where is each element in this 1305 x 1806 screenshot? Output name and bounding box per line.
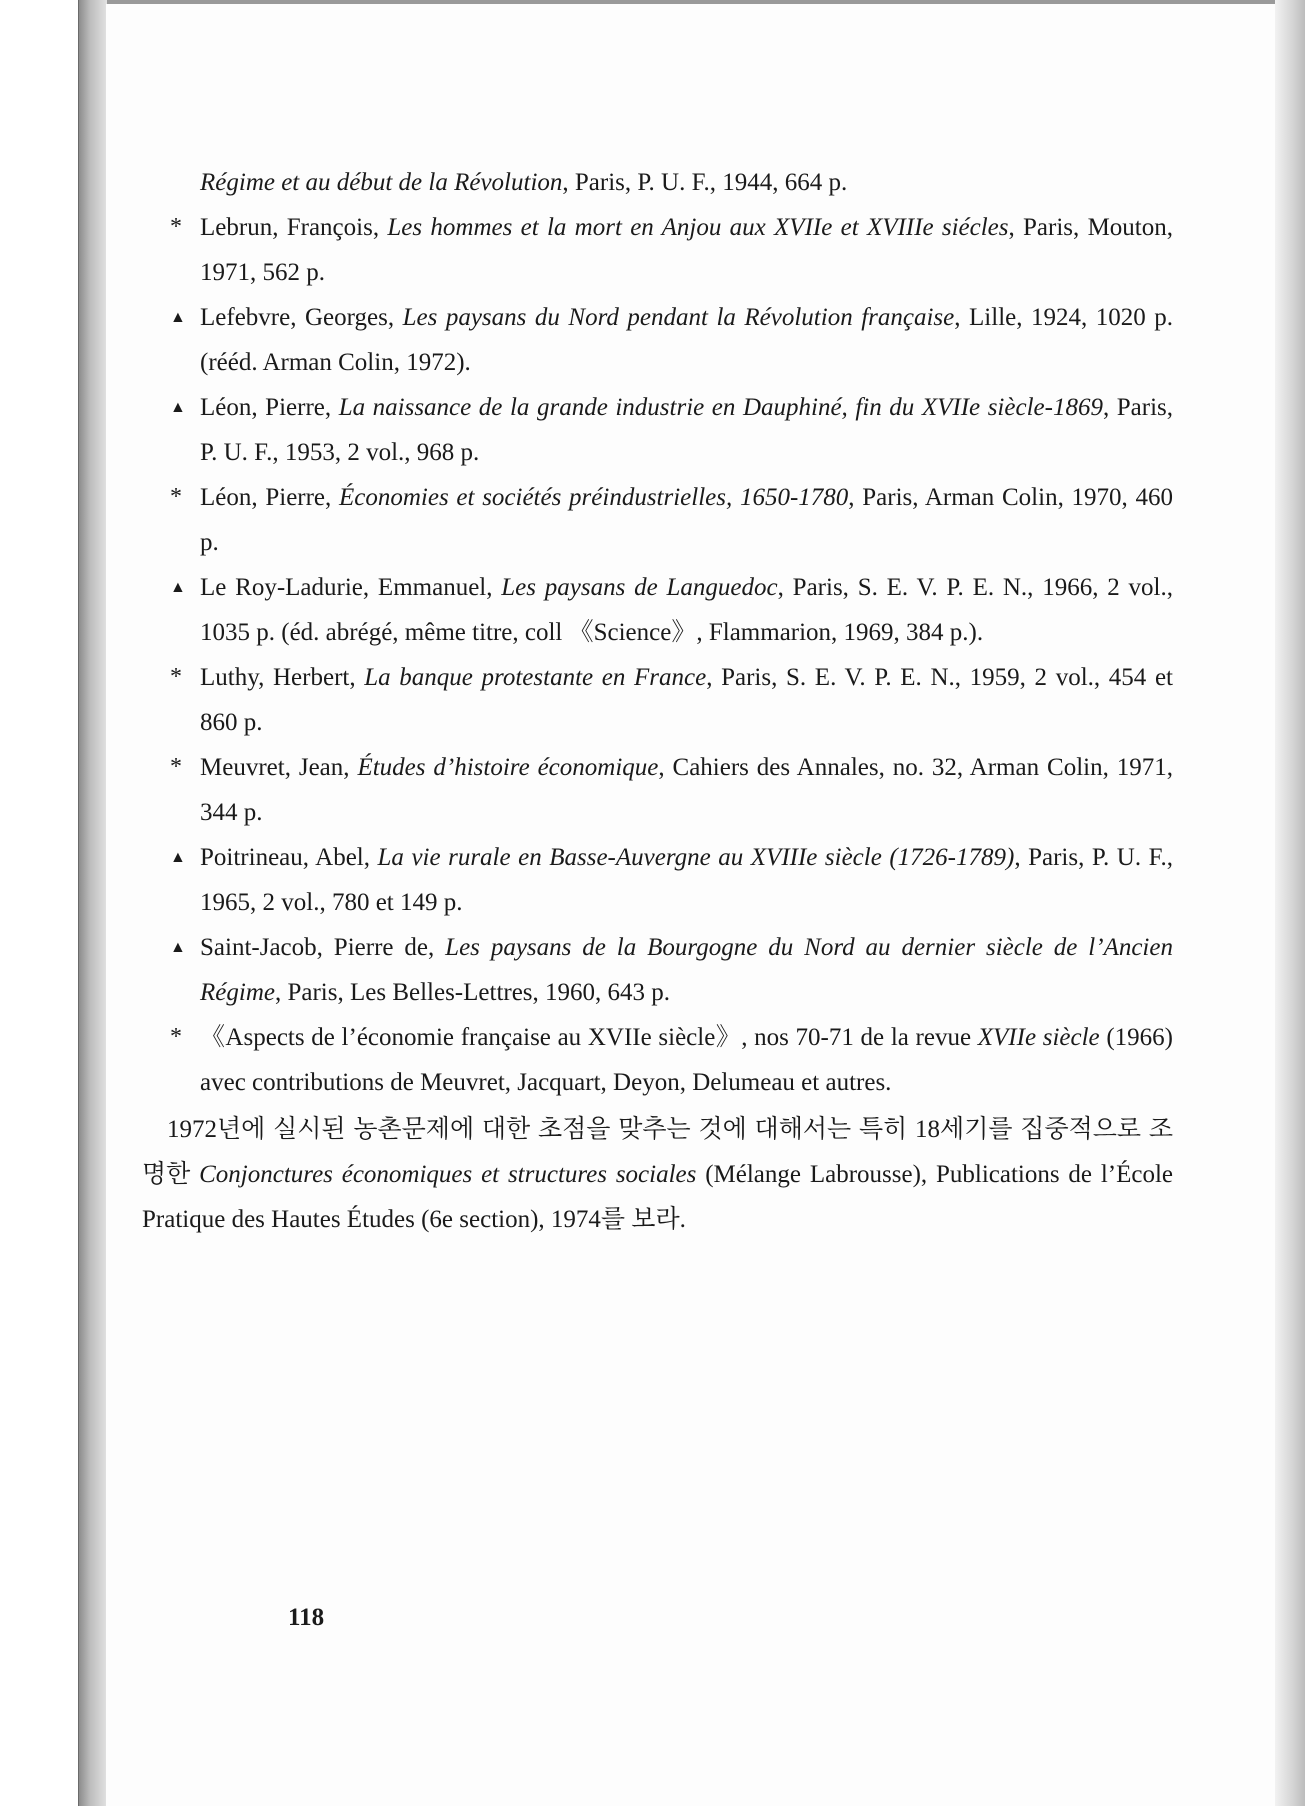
asterisk-marker: * xyxy=(170,1024,182,1050)
entry-details: , Paris, Les Belles-Lettres, 1960, 643 p. xyxy=(274,979,671,1006)
entry-title: La naissance de la grande industrie en Dauphiné, fin du XVIIe siècle-1869 xyxy=(338,394,1103,421)
entry-author: Lebrun, François, xyxy=(200,214,388,241)
entry-title: XVIIe siècle xyxy=(977,1024,1100,1051)
paragraph-text: 1972년에 실시된 농촌문제에 대한 초점을 맞추는 것에 대해서는 특히 18세기를 집중적으로 조명한 xyxy=(142,1116,1173,1188)
page-right-edge xyxy=(1275,0,1305,1806)
entry-title: Les paysans de Languedoc xyxy=(501,574,778,601)
asterisk-marker: * xyxy=(170,484,182,510)
entry-author: Luthy, Herbert, xyxy=(200,664,365,691)
entry-title: Les paysans du Nord pendant la Révolution française xyxy=(402,304,955,331)
entry-author: Meuvret, Jean, xyxy=(200,754,358,781)
entry-details: , Paris, P. U. F., 1944, 664 p. xyxy=(562,169,848,196)
paragraph-title: Conjonctures économiques et structures sociales xyxy=(199,1161,697,1188)
bibliography-entry xyxy=(170,565,1173,655)
entry-title: Régime et au début de la Révolution xyxy=(200,169,563,196)
entry-title: Les paysans de la Bourgogne du Nord au dernier siècle de l’Ancien Régime xyxy=(200,934,1173,1006)
bibliography-entry xyxy=(170,385,1173,475)
bibliography-entry xyxy=(170,1015,1173,1105)
entry-details: , Paris, P. U. F., 1965, 2 vol., 780 et 149 p. xyxy=(200,844,1173,916)
bibliography-entry xyxy=(170,745,1173,835)
entry-title: Les hommes et la mort en Anjou aux XVIIe et XVIIIe siécles xyxy=(387,214,1009,241)
entry-details: , Paris, S. E. V. P. E. N., 1959, 2 vol., 454 et 860 p. xyxy=(200,664,1173,736)
entry-title: La vie rurale en Basse-Auvergne au XVIIIe siècle (1726-1789) xyxy=(377,844,1015,871)
entry-title: Économies et sociétés préindustrielles, 1650-1780 xyxy=(339,484,849,511)
asterisk-marker: * xyxy=(170,214,182,240)
bibliography-entry xyxy=(170,925,1173,1015)
bibliography-entry xyxy=(170,475,1173,565)
entry-title: La banque protestante en France xyxy=(364,664,707,691)
bibliography-entry xyxy=(170,835,1173,925)
entry-details: , Paris, P. U. F., 1953, 2 vol., 968 p. xyxy=(200,394,1174,466)
bibliography-entry xyxy=(170,205,1173,295)
entry-details: , Paris, S. E. V. P. E. N., 1966, 2 vol., 1035 p. (éd. abrégé, même titre, coll 《Science》, Flammarion, 1969, 384 p.). xyxy=(200,574,1173,646)
entry-details: , Paris, Mouton, 1971, 562 p. xyxy=(200,214,1173,286)
triangle-marker-icon: ▲ xyxy=(170,849,186,866)
triangle-marker-icon: ▲ xyxy=(170,939,186,956)
entry-author: Le Roy-Ladurie, Emmanuel, xyxy=(200,574,502,601)
entry-details: , Cahiers des Annales, no. 32, Arman Colin, 1971, 344 p. xyxy=(200,754,1173,826)
triangle-marker-icon: ▲ xyxy=(170,399,186,416)
triangle-marker-icon: ▲ xyxy=(170,309,186,326)
bibliography-entry xyxy=(170,655,1173,745)
bibliography-entry-continuation xyxy=(170,160,1173,205)
closing-paragraph xyxy=(142,1107,1173,1242)
entry-details: (1966) avec contributions de Meuvret, Jacquart, Deyon, Delumeau et autres. xyxy=(200,1024,1173,1096)
page-number: 118 xyxy=(288,1604,325,1631)
entry-author: Léon, Pierre, xyxy=(200,394,339,421)
book-spine xyxy=(78,0,107,1806)
entry-details: , Lille, 1924, 1020 p. (rééd. Arman Colin, 1972). xyxy=(200,304,1174,376)
bibliography-text xyxy=(142,160,1174,1242)
entry-author: Léon, Pierre, xyxy=(200,484,340,511)
entry-title: Études d’histoire économique xyxy=(357,754,659,781)
entry-author: Poitrineau, Abel, xyxy=(200,844,378,871)
bibliography-entry xyxy=(170,295,1173,385)
entry-details: , Paris, Arman Colin, 1970, 460 p. xyxy=(200,484,1174,556)
entry-author: Lefebvre, Georges, xyxy=(200,304,403,331)
triangle-marker-icon: ▲ xyxy=(170,579,186,596)
entry-author: 《Aspects de l’économie française au XVIIe siècle》, nos 70-71 de la revue xyxy=(200,1024,978,1051)
asterisk-marker: * xyxy=(170,664,182,690)
entry-author: Saint-Jacob, Pierre de, xyxy=(200,934,446,961)
paragraph-text-end: (Mélange Labrousse), Publications de l’École Pratique des Hautes Études (6e section), 1974를 보라. xyxy=(142,1161,1173,1233)
asterisk-marker: * xyxy=(170,754,182,780)
